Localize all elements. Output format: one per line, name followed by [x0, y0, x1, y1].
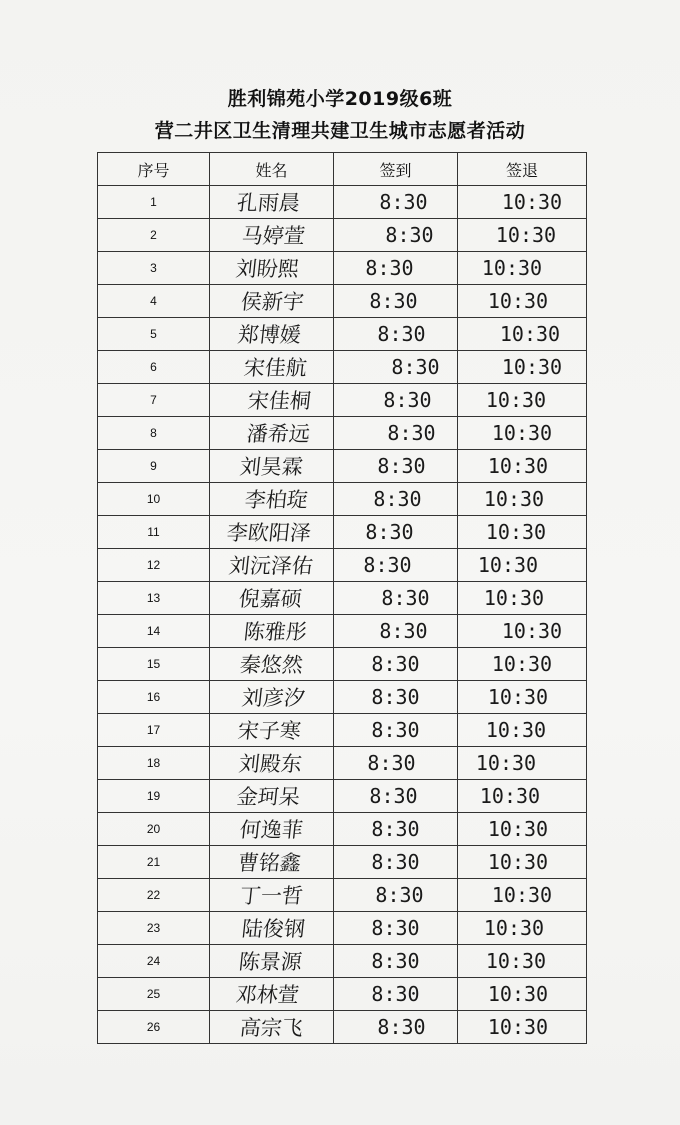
- sign-out-time: [458, 648, 587, 681]
- row-number: 5: [98, 318, 210, 351]
- student-name: [210, 285, 334, 318]
- row-number: 14: [98, 615, 210, 648]
- student-name: [210, 318, 334, 351]
- sign-in-time: [334, 747, 458, 780]
- sign-out-handwriting: 10:30: [485, 949, 547, 973]
- sign-in-time: [334, 219, 458, 252]
- row-number: 9: [98, 450, 210, 483]
- student-name-handwriting: 陈雅彤: [242, 620, 309, 644]
- sign-in-time: [334, 252, 458, 285]
- document-title: 胜利锦苑小学2019级6班: [227, 88, 453, 110]
- table-row: [98, 846, 587, 879]
- sign-out-handwriting: 10:30: [487, 685, 549, 709]
- student-name-handwriting: 曹铭鑫: [236, 851, 303, 875]
- student-name: [210, 483, 334, 516]
- sign-out-handwriting: 10:30: [501, 355, 563, 379]
- column-header-sign-in: 签到: [334, 153, 458, 186]
- table-row: [98, 186, 587, 219]
- row-number: 1: [98, 186, 210, 219]
- table-row: [98, 681, 587, 714]
- column-header-name: 姓名: [210, 153, 334, 186]
- column-header-sign-out: 签退: [458, 153, 587, 186]
- sign-out-time: [458, 879, 587, 912]
- student-name-handwriting: 马婷萱: [240, 224, 307, 248]
- row-number: 23: [98, 912, 210, 945]
- table-row: [98, 450, 587, 483]
- sign-out-handwriting: 10:30: [483, 487, 545, 511]
- sign-out-time: [458, 681, 587, 714]
- sign-in-handwriting: 8:30: [371, 850, 420, 874]
- sign-in-handwriting: 8:30: [387, 421, 436, 445]
- table-row: [98, 219, 587, 252]
- row-number: 6: [98, 351, 210, 384]
- sign-out-time: [458, 813, 587, 846]
- row-number: 21: [98, 846, 210, 879]
- table-row: [98, 582, 587, 615]
- sign-in-time: [334, 945, 458, 978]
- student-name-handwriting: 倪嘉硕: [237, 587, 304, 611]
- sign-out-handwriting: 10:30: [481, 256, 543, 280]
- sign-out-time: [458, 912, 587, 945]
- row-number: 19: [98, 780, 210, 813]
- table-row: [98, 252, 587, 285]
- sign-out-time: [458, 747, 587, 780]
- student-name: [210, 648, 334, 681]
- row-number: 24: [98, 945, 210, 978]
- table-row: [98, 747, 587, 780]
- table-row: [98, 384, 587, 417]
- sign-in-handwriting: 8:30: [375, 883, 424, 907]
- student-name-handwriting: 潘希远: [245, 422, 312, 446]
- student-name: [210, 846, 334, 879]
- table-row: [98, 912, 587, 945]
- student-name: [210, 351, 334, 384]
- student-name-handwriting: 刘沅泽佑: [227, 554, 314, 578]
- sign-out-handwriting: 10:30: [479, 784, 541, 808]
- sign-in-time: [334, 450, 458, 483]
- student-name-handwriting: 刘彦汐: [240, 686, 307, 710]
- table-row: [98, 351, 587, 384]
- student-name: [210, 681, 334, 714]
- sign-out-handwriting: 10:30: [487, 850, 549, 874]
- sign-out-time: [458, 318, 587, 351]
- row-number: 12: [98, 549, 210, 582]
- sign-out-time: [458, 945, 587, 978]
- row-number: 2: [98, 219, 210, 252]
- sign-in-time: [334, 912, 458, 945]
- student-name-handwriting: 陆俊钢: [240, 917, 307, 941]
- row-number: 20: [98, 813, 210, 846]
- row-number: 4: [98, 285, 210, 318]
- table-row: [98, 417, 587, 450]
- student-name: [210, 252, 334, 285]
- student-name: [210, 384, 334, 417]
- sign-in-handwriting: 8:30: [371, 685, 420, 709]
- sign-out-time: [458, 219, 587, 252]
- sign-out-time: [458, 615, 587, 648]
- sign-in-time: [334, 879, 458, 912]
- table-header-row: [98, 153, 587, 186]
- sign-out-handwriting: 10:30: [491, 421, 553, 445]
- row-number: 3: [98, 252, 210, 285]
- sign-in-time: [334, 1011, 458, 1044]
- sign-in-time: [334, 813, 458, 846]
- student-name-handwriting: 邓林萱: [234, 983, 301, 1007]
- sign-in-handwriting: 8:30: [367, 751, 416, 775]
- sign-out-handwriting: 10:30: [501, 619, 563, 643]
- table-row: [98, 780, 587, 813]
- sign-in-time: [334, 648, 458, 681]
- row-number: 11: [98, 516, 210, 549]
- table-row: [98, 813, 587, 846]
- sign-out-handwriting: 10:30: [491, 652, 553, 676]
- sign-out-time: [458, 285, 587, 318]
- sign-in-time: [334, 615, 458, 648]
- document-subtitle: 营二井区卫生清理共建卫生城市志愿者活动: [154, 120, 526, 142]
- sign-in-time: [334, 186, 458, 219]
- sign-out-handwriting: 10:30: [491, 883, 553, 907]
- student-name-handwriting: 李欧阳泽: [225, 521, 312, 545]
- sign-out-handwriting: 10:30: [485, 718, 547, 742]
- student-name-handwriting: 刘昊霖: [238, 455, 305, 479]
- sign-out-time: [458, 582, 587, 615]
- sign-in-handwriting: 8:30: [365, 256, 414, 280]
- sign-out-handwriting: 10:30: [485, 388, 547, 412]
- sign-in-time: [334, 318, 458, 351]
- table-row: [98, 615, 587, 648]
- sign-out-time: [458, 252, 587, 285]
- table-row: [98, 318, 587, 351]
- row-number: 8: [98, 417, 210, 450]
- sign-out-time: [458, 417, 587, 450]
- table-row: [98, 648, 587, 681]
- sign-in-time: [334, 549, 458, 582]
- row-number: 16: [98, 681, 210, 714]
- sign-out-time: [458, 384, 587, 417]
- table-row: [98, 516, 587, 549]
- student-name-handwriting: 孔雨晨: [235, 191, 302, 215]
- sign-out-handwriting: 10:30: [485, 520, 547, 544]
- student-name-handwriting: 宋子寒: [236, 719, 303, 743]
- sign-in-handwriting: 8:30: [363, 553, 412, 577]
- sign-out-handwriting: 10:30: [487, 289, 549, 313]
- student-name-handwriting: 李柏琁: [243, 488, 310, 512]
- sign-in-time: [334, 516, 458, 549]
- student-name-handwriting: 郑博媛: [236, 323, 303, 347]
- sign-in-handwriting: 8:30: [383, 388, 432, 412]
- student-name: [210, 747, 334, 780]
- sign-out-handwriting: 10:30: [487, 1015, 549, 1039]
- table-row: [98, 714, 587, 747]
- sign-in-time: [334, 384, 458, 417]
- row-number: 10: [98, 483, 210, 516]
- sign-out-time: [458, 780, 587, 813]
- student-name-handwriting: 金珂呆: [235, 785, 302, 809]
- student-name: [210, 945, 334, 978]
- sign-in-handwriting: 8:30: [377, 1015, 426, 1039]
- row-number: 25: [98, 978, 210, 1011]
- sign-in-time: [334, 351, 458, 384]
- sign-out-time: [458, 186, 587, 219]
- student-name: [210, 582, 334, 615]
- sign-in-handwriting: 8:30: [371, 982, 420, 1006]
- student-name: [210, 615, 334, 648]
- sign-out-handwriting: 10:30: [477, 553, 539, 577]
- row-number: 7: [98, 384, 210, 417]
- column-header-number: 序号: [98, 153, 210, 186]
- student-name-handwriting: 刘盼熙: [234, 257, 301, 281]
- row-number: 15: [98, 648, 210, 681]
- sign-out-time: [458, 978, 587, 1011]
- row-number: 18: [98, 747, 210, 780]
- table-row: [98, 945, 587, 978]
- sign-out-time: [458, 450, 587, 483]
- sign-in-handwriting: 8:30: [385, 223, 434, 247]
- sign-in-handwriting: 8:30: [377, 454, 426, 478]
- sign-in-handwriting: 8:30: [373, 487, 422, 511]
- student-name: [210, 219, 334, 252]
- student-name: [210, 714, 334, 747]
- table-row: [98, 879, 587, 912]
- sign-out-handwriting: 10:30: [495, 223, 557, 247]
- student-name: [210, 879, 334, 912]
- student-name-handwriting: 刘殿东: [237, 752, 304, 776]
- student-name: [210, 780, 334, 813]
- sign-out-handwriting: 10:30: [487, 982, 549, 1006]
- table-body: [98, 186, 587, 1044]
- student-name-handwriting: 丁一哲: [238, 884, 305, 908]
- sign-in-time: [334, 417, 458, 450]
- sign-out-time: [458, 516, 587, 549]
- sign-in-time: [334, 483, 458, 516]
- student-name: [210, 186, 334, 219]
- sign-out-time: [458, 714, 587, 747]
- student-name-handwriting: 何逸菲: [238, 818, 305, 842]
- sign-in-time: [334, 978, 458, 1011]
- student-name-handwriting: 侯新宇: [239, 290, 306, 314]
- row-number: 13: [98, 582, 210, 615]
- table-row: [98, 1011, 587, 1044]
- student-name: [210, 1011, 334, 1044]
- student-name: [210, 813, 334, 846]
- student-name: [210, 450, 334, 483]
- sign-out-handwriting: 10:30: [483, 916, 545, 940]
- sign-in-time: [334, 681, 458, 714]
- sign-in-time: [334, 846, 458, 879]
- student-name-handwriting: 陈景源: [237, 950, 304, 974]
- sign-in-handwriting: 8:30: [379, 619, 428, 643]
- student-name-handwriting: 高宗飞: [238, 1016, 305, 1040]
- student-name-handwriting: 宋佳桐: [246, 389, 313, 413]
- sign-in-time: [334, 582, 458, 615]
- sign-in-handwriting: 8:30: [371, 916, 420, 940]
- sign-in-handwriting: 8:30: [369, 784, 418, 808]
- sign-in-time: [334, 714, 458, 747]
- attendance-table: [97, 152, 587, 1044]
- sign-out-time: [458, 351, 587, 384]
- sign-out-handwriting: 10:30: [499, 322, 561, 346]
- student-name-handwriting: 秦悠然: [238, 653, 305, 677]
- sign-in-handwriting: 8:30: [381, 586, 430, 610]
- sign-in-handwriting: 8:30: [377, 322, 426, 346]
- sign-out-time: [458, 1011, 587, 1044]
- student-name: [210, 417, 334, 450]
- table-row: [98, 285, 587, 318]
- sign-in-handwriting: 8:30: [371, 817, 420, 841]
- sign-in-handwriting: 8:30: [371, 718, 420, 742]
- sign-out-time: [458, 846, 587, 879]
- sign-out-handwriting: 10:30: [487, 817, 549, 841]
- table-row: [98, 483, 587, 516]
- sign-in-handwriting: 8:30: [391, 355, 440, 379]
- table-row: [98, 978, 587, 1011]
- row-number: 22: [98, 879, 210, 912]
- student-name-handwriting: 宋佳航: [242, 356, 309, 380]
- sign-out-handwriting: 10:30: [487, 454, 549, 478]
- table-row: [98, 549, 587, 582]
- sign-out-time: [458, 483, 587, 516]
- sign-out-time: [458, 549, 587, 582]
- sign-out-handwriting: 10:30: [501, 190, 563, 214]
- sign-in-handwriting: 8:30: [371, 949, 420, 973]
- sign-in-handwriting: 8:30: [365, 520, 414, 544]
- sign-in-time: [334, 780, 458, 813]
- sign-in-handwriting: 8:30: [379, 190, 428, 214]
- row-number: 26: [98, 1011, 210, 1044]
- sign-in-handwriting: 8:30: [371, 652, 420, 676]
- student-name: [210, 912, 334, 945]
- sign-out-handwriting: 10:30: [475, 751, 537, 775]
- sign-out-handwriting: 10:30: [483, 586, 545, 610]
- sign-in-handwriting: 8:30: [369, 289, 418, 313]
- student-name: [210, 978, 334, 1011]
- student-name: [210, 516, 334, 549]
- student-name: [210, 549, 334, 582]
- sign-in-time: [334, 285, 458, 318]
- row-number: 17: [98, 714, 210, 747]
